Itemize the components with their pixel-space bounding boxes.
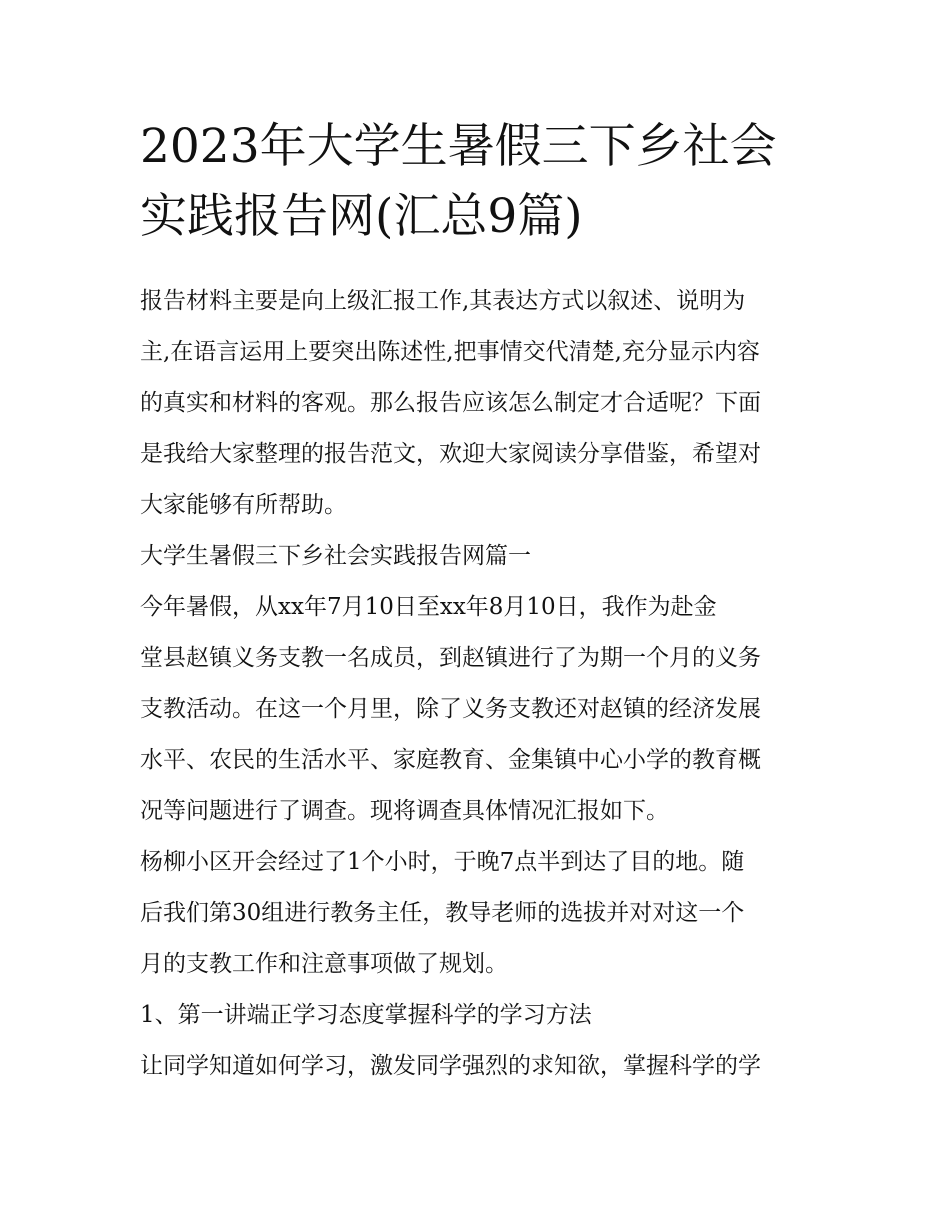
body-line: 大家能够有所帮助。 [140,492,347,518]
body-line: 的真实和材料的客观。那么报告应该怎么制定才合适呢？下面 [140,390,761,416]
document-title [140,112,820,252]
body-line: 报告材料主要是向上级汇报工作,其表达方式以叙述、说明为 [140,288,746,314]
section-heading: 大学生暑假三下乡社会实践报告网篇一 [140,543,531,569]
body-line: 堂县赵镇义务支教一名成员，到赵镇进行了为期一个月的义务 [140,645,761,671]
title-line-2: 实践报告网(汇总9篇) [140,189,583,244]
body-line: 支教活动。在这一个月里，除了义务支教还对赵镇的经济发展 [140,696,761,722]
body-line: 杨柳小区开会经过了1个小时，于晚7点半到达了目的地。随 [140,849,745,875]
body-line: 况等问题进行了调查。现将调查具体情况汇报如下。 [140,798,669,824]
body-line: 水平、农民的生活水平、家庭教育、金集镇中心小学的教育概 [140,747,761,773]
title-line-1: 2023年大学生暑假三下乡社会 [140,119,777,174]
body-line: 是我给大家整理的报告范文，欢迎大家阅读分享借鉴，希望对 [140,441,761,467]
body-line: 主,在语言运用上要突出陈述性,把事情交代清楚,充分显示内容 [140,339,760,365]
body-line: 后我们第30组进行教务主任，教导老师的选拔并对对这一个 [140,900,745,926]
body-line: 月的支教工作和注意事项做了规划。 [140,951,508,977]
list-item-heading: 1、第一讲端正学习态度掌握科学的学习方法 [140,1002,592,1028]
document-body [140,276,820,1092]
body-line: 让同学知道如何学习，激发同学强烈的求知欲，掌握科学的学 [140,1053,761,1079]
body-line: 今年暑假，从xx年7月10日至xx年8月10日，我作为赴金 [140,594,717,620]
